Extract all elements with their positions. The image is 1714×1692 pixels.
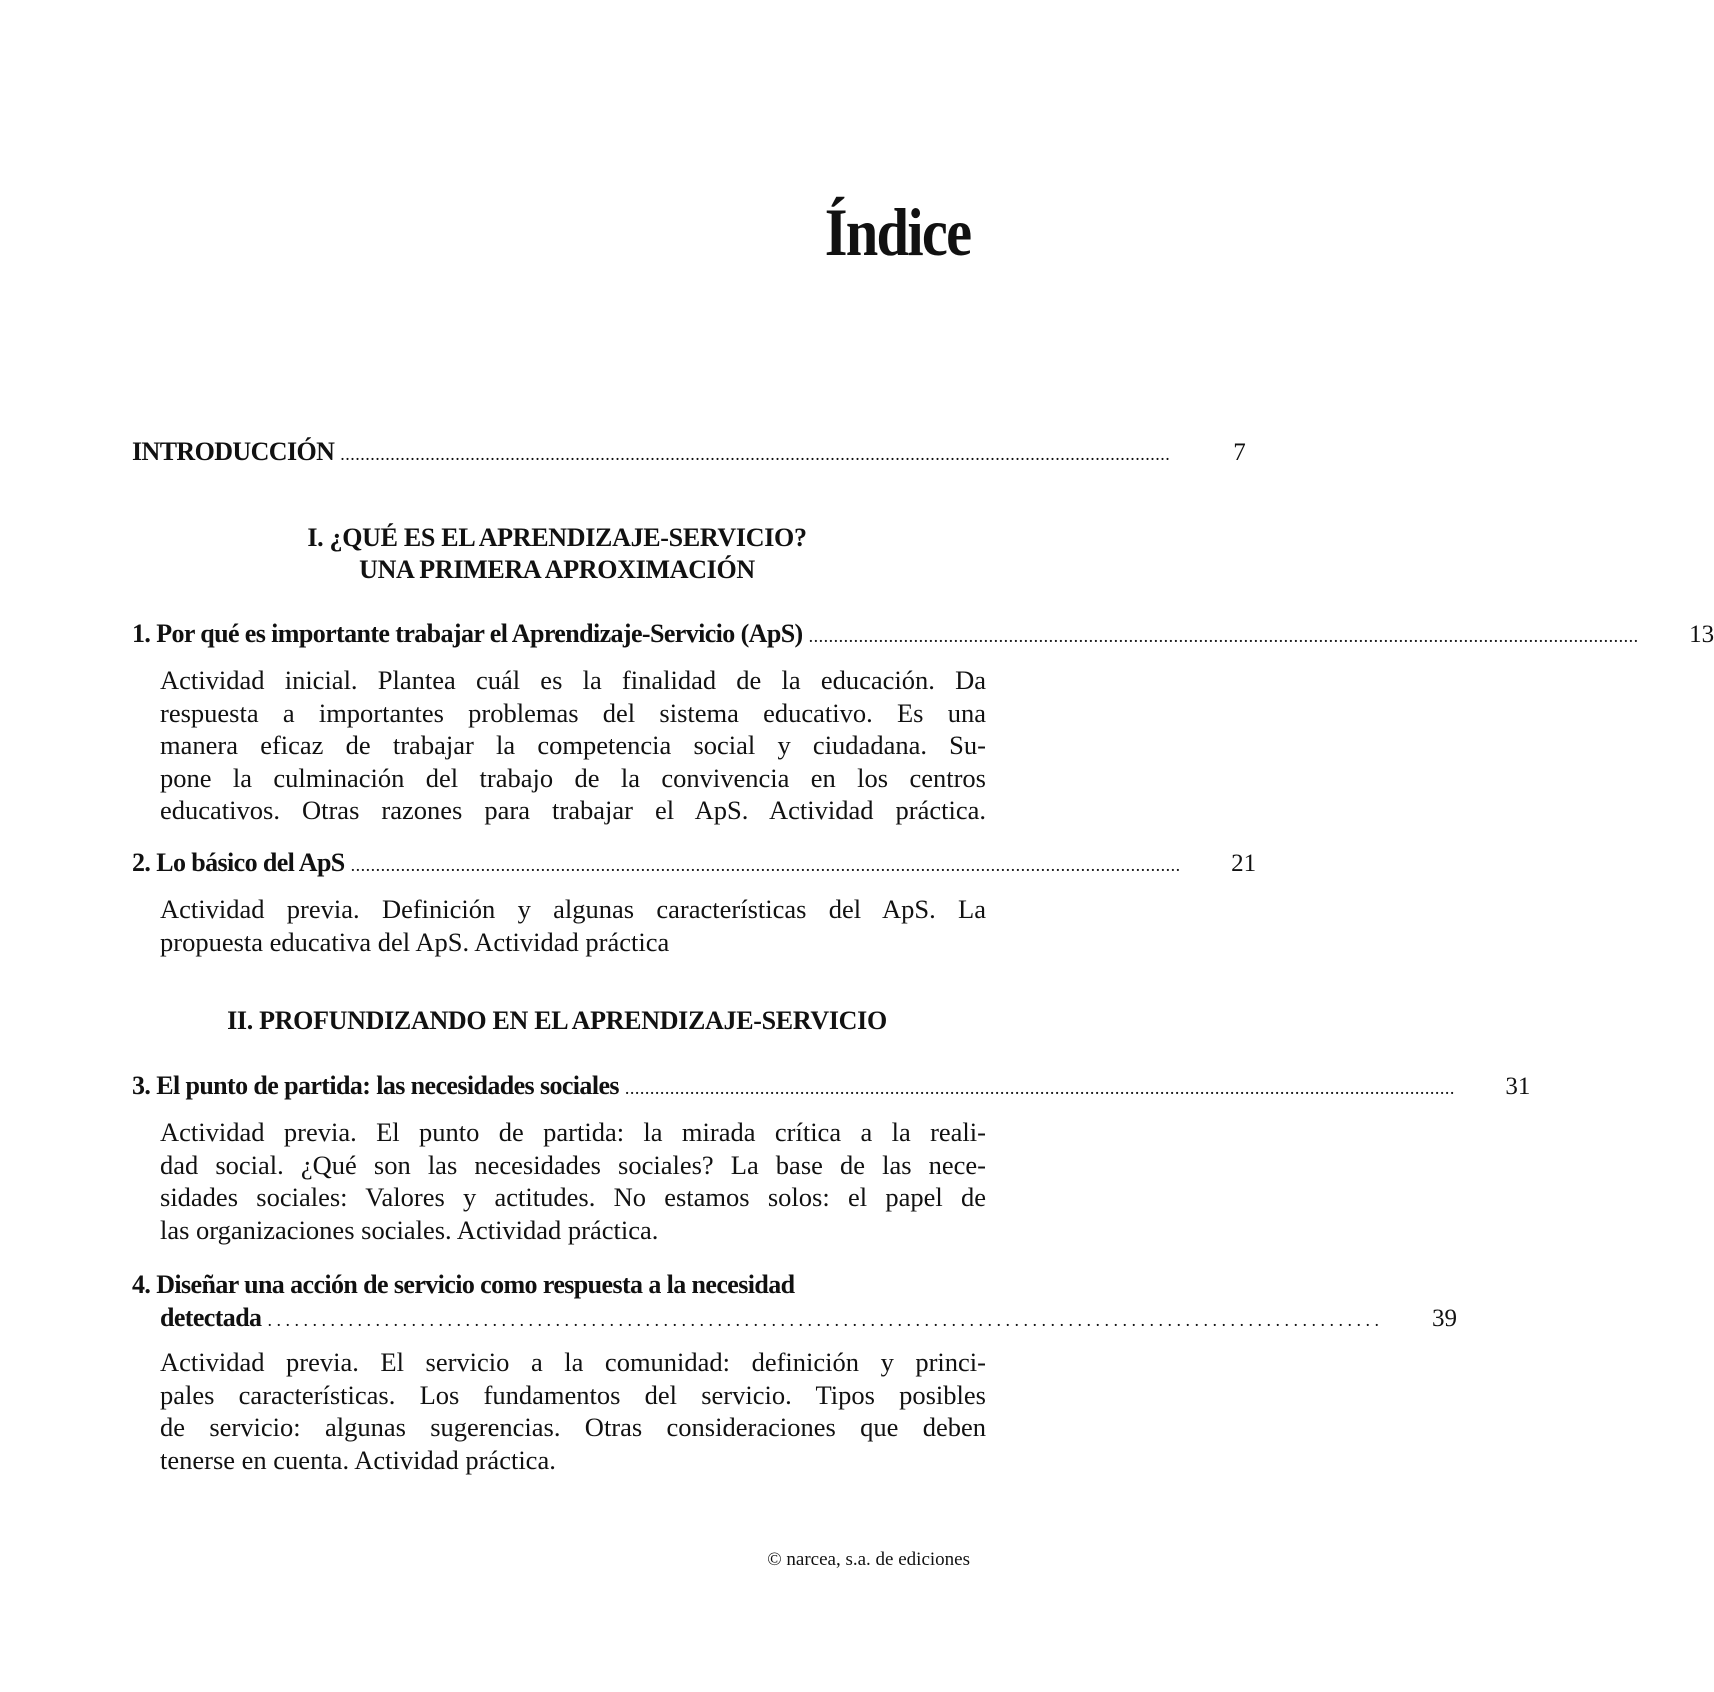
description-line: educativos. Otras razones para trabajar el ApS. Actividad práctica. <box>160 795 986 825</box>
dot-leader <box>625 1072 1453 1104</box>
description-line: respuesta a importantes problemas del sistema educativo. Es una <box>160 697 986 728</box>
toc-entry-chapter-3[interactable] <box>132 1070 1531 1104</box>
toc-entry-introduction[interactable] <box>132 436 1246 470</box>
chapter-3-description <box>160 1116 986 1246</box>
chapter-1-description <box>160 664 986 827</box>
description-line: Actividad previa. Definición y algunas características del ApS. La <box>160 894 986 924</box>
description-line: sidades sociales: Valores y actitudes. No estamos solos: el papel de <box>160 1182 986 1212</box>
toc-entry-label: 3. El punto de partida: las necesidades sociales <box>132 1071 619 1100</box>
description-line: pone la culminación del trabajo de la convivencia en los centros <box>160 762 986 793</box>
toc-page-number: 7 <box>1233 439 1246 466</box>
description-line: manera eficaz de trabajar la competencia social y ciudadana. Su- <box>160 730 986 760</box>
description-line: las organizaciones sociales. Actividad práctica. <box>160 1214 659 1245</box>
description-line: Actividad previa. El punto de partida: la mirada crítica a la reali- <box>160 1117 986 1147</box>
toc-entry-label: 1. Por qué es importante trabajar el Aprendizaje-Servicio (ApS) <box>132 619 803 648</box>
dot-leader: . . . . . . . . . . . . . . . . . . . . . . . . . . . . . . . . . . . . . . . . . . . . . . . . . . . . . . . . . . . . . . . . . . . . . . . . . . . . . . . . . . . . . . . . . . . . . . . . . . . . . . . . . . . . . . . . . . . . . . . . . . . . <box>267 1310 1379 1330</box>
toc-page-number: 39 <box>1431 1305 1457 1332</box>
description-line: pales características. Los fundamentos del servicio. Tipos posibles <box>160 1379 986 1410</box>
toc-entry-chapter-2[interactable] <box>132 847 1257 881</box>
dot-leader <box>809 620 1637 652</box>
toc-entry-label: 4. Diseñar una acción de servicio como respuesta a la necesidad <box>132 1270 795 1299</box>
chapter-2-description <box>160 893 986 958</box>
description-line: Actividad inicial. Plantea cuál es la finalidad de la educación. Da <box>160 665 986 695</box>
toc-entry-label: INTRODUCCIÓN <box>132 437 335 466</box>
part-heading-2 <box>132 1005 982 1037</box>
chapter-4-description <box>160 1346 986 1476</box>
part-heading-line: I. ¿QUÉ ES EL APRENDIZAJE-SERVICIO? <box>307 523 807 552</box>
toc-entry-chapter-4[interactable] <box>132 1268 1457 1337</box>
description-line: Actividad previa. El servicio a la comunidad: definición y princi- <box>160 1347 986 1377</box>
toc-page-number: 13 <box>1689 621 1714 648</box>
toc-page-number: 31 <box>1505 1073 1531 1100</box>
part-heading-1 <box>132 522 982 586</box>
part-heading-line: UNA PRIMERA APROXIMACIÓN <box>359 555 755 584</box>
description-line: de servicio: algunas sugerencias. Otras consideraciones que deben <box>160 1412 986 1442</box>
description-line: dad social. ¿Qué son las necesidades sociales? La base de las nece- <box>160 1149 986 1180</box>
copyright-footer: © narcea, s.a. de ediciones <box>767 1549 970 1570</box>
toc-entry-label: detectada <box>160 1303 262 1332</box>
dot-leader <box>351 849 1179 881</box>
page-title: Índice <box>824 194 970 270</box>
toc-entry-continuation <box>132 1301 1457 1337</box>
toc-entry-chapter-1[interactable] <box>132 618 1714 652</box>
toc-entry-label: 2. Lo básico del ApS <box>132 848 345 877</box>
description-line: propuesta educativa del ApS. Actividad práctica <box>160 926 670 957</box>
dot-leader <box>340 438 1168 470</box>
part-heading-line: II. PROFUNDIZANDO EN EL APRENDIZAJE-SERVICIO <box>227 1006 887 1035</box>
description-line: tenerse en cuenta. Actividad práctica. <box>160 1444 556 1475</box>
toc-page-number: 21 <box>1231 850 1257 877</box>
